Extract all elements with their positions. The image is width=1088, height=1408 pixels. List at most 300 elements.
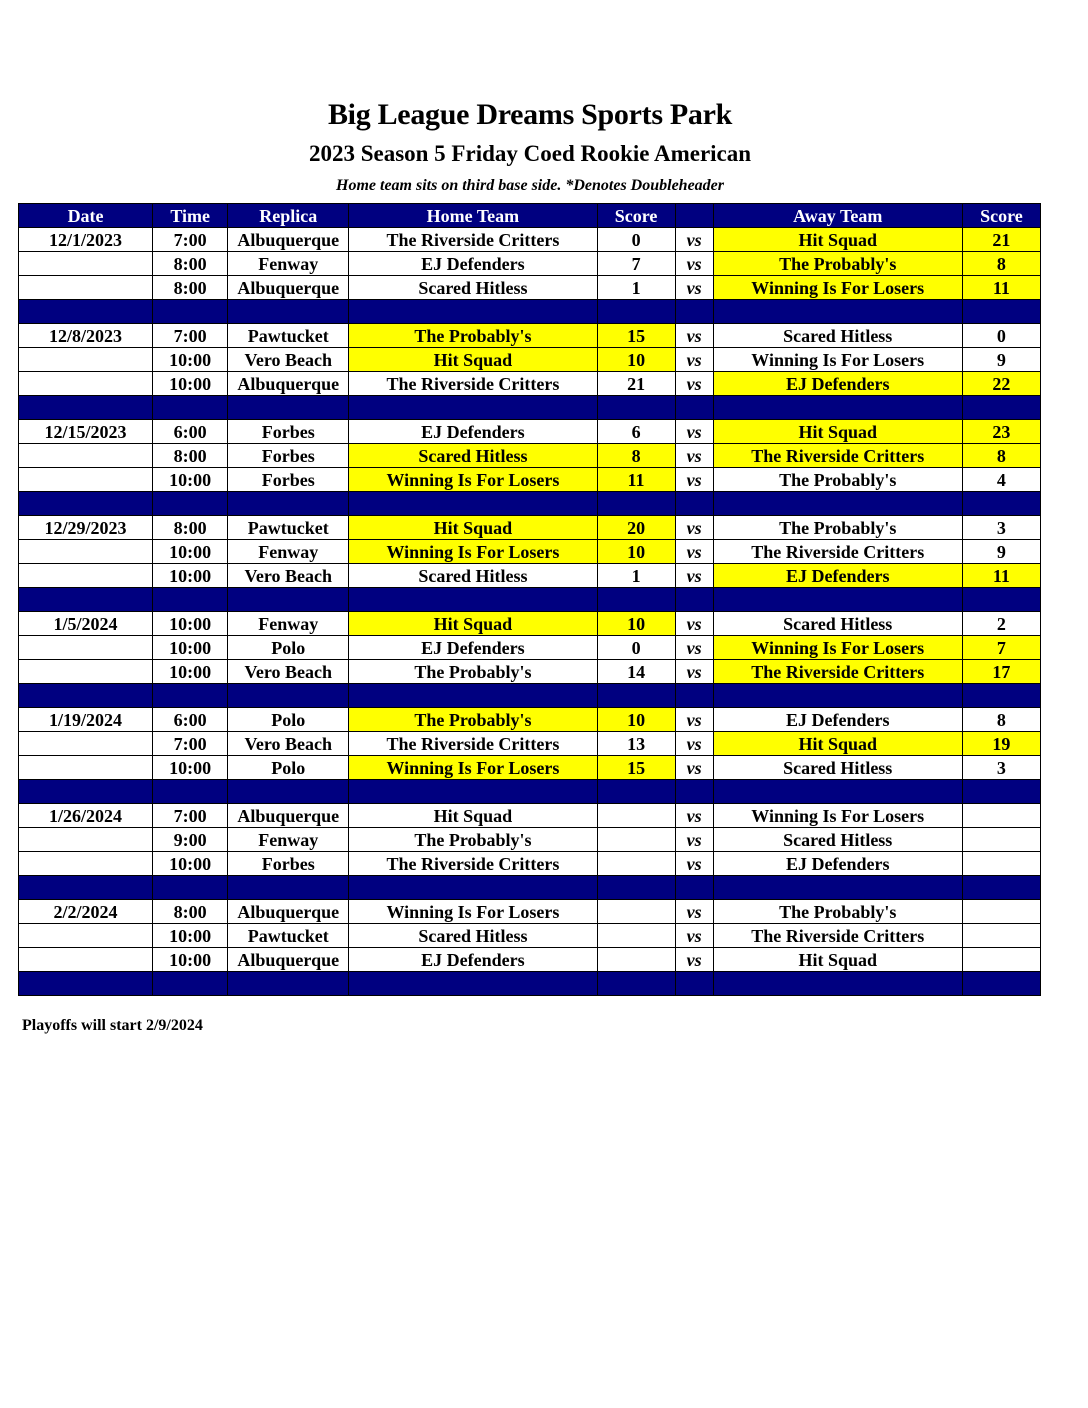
separator-cell: [713, 684, 962, 708]
vs-cell: vs: [675, 516, 713, 540]
table-row: [19, 540, 1041, 564]
separator-cell: [19, 684, 153, 708]
replica-cell: Forbes: [228, 468, 349, 492]
vs-cell: vs: [675, 948, 713, 972]
vs-cell: vs: [675, 852, 713, 876]
table-row: [19, 348, 1041, 372]
separator-cell: [349, 972, 597, 996]
separator-cell: [713, 780, 962, 804]
date-cell: [19, 636, 153, 660]
date-cell: 12/15/2023: [19, 420, 153, 444]
home-score-cell: 21: [597, 372, 675, 396]
table-row: [19, 852, 1041, 876]
table-row: [19, 708, 1041, 732]
vs-cell: vs: [675, 276, 713, 300]
week-separator-row: [19, 396, 1041, 420]
home-team-cell: The Probably's: [349, 828, 597, 852]
away-team-cell: Hit Squad: [713, 228, 962, 252]
home-team-cell: Winning Is For Losers: [349, 900, 597, 924]
time-cell: 8:00: [153, 900, 228, 924]
away-team-cell: Scared Hitless: [713, 612, 962, 636]
home-team-cell: The Probably's: [349, 708, 597, 732]
replica-cell: Albuquerque: [228, 276, 349, 300]
date-cell: [19, 660, 153, 684]
col-home-score-header: Score: [597, 204, 675, 228]
time-cell: 6:00: [153, 708, 228, 732]
replica-cell: Vero Beach: [228, 348, 349, 372]
replica-cell: Fenway: [228, 252, 349, 276]
replica-cell: Pawtucket: [228, 924, 349, 948]
away-score-cell: 17: [962, 660, 1040, 684]
separator-cell: [675, 300, 713, 324]
vs-cell: vs: [675, 756, 713, 780]
week-separator-row: [19, 876, 1041, 900]
date-cell: 12/29/2023: [19, 516, 153, 540]
time-cell: 10:00: [153, 348, 228, 372]
replica-cell: Vero Beach: [228, 732, 349, 756]
table-row: [19, 516, 1041, 540]
home-score-cell: 15: [597, 756, 675, 780]
away-team-cell: Hit Squad: [713, 732, 962, 756]
time-cell: 10:00: [153, 924, 228, 948]
replica-cell: Albuquerque: [228, 804, 349, 828]
separator-cell: [597, 300, 675, 324]
vs-cell: vs: [675, 372, 713, 396]
separator-cell: [228, 972, 349, 996]
table-row: [19, 612, 1041, 636]
time-cell: 10:00: [153, 948, 228, 972]
week-separator-row: [19, 972, 1041, 996]
away-team-cell: The Riverside Critters: [713, 444, 962, 468]
date-cell: [19, 924, 153, 948]
away-team-cell: Winning Is For Losers: [713, 804, 962, 828]
separator-cell: [349, 396, 597, 420]
header-row: [19, 204, 1041, 228]
separator-cell: [597, 876, 675, 900]
table-row: [19, 660, 1041, 684]
separator-cell: [597, 972, 675, 996]
separator-cell: [962, 396, 1040, 420]
separator-cell: [597, 588, 675, 612]
date-cell: 2/2/2024: [19, 900, 153, 924]
away-score-cell: 22: [962, 372, 1040, 396]
home-team-cell: Winning Is For Losers: [349, 756, 597, 780]
away-team-cell: Hit Squad: [713, 948, 962, 972]
vs-cell: vs: [675, 900, 713, 924]
away-score-cell: 8: [962, 708, 1040, 732]
replica-cell: Pawtucket: [228, 324, 349, 348]
home-score-cell: 6: [597, 420, 675, 444]
separator-cell: [349, 684, 597, 708]
separator-cell: [962, 972, 1040, 996]
away-score-cell: 23: [962, 420, 1040, 444]
home-score-cell: 1: [597, 276, 675, 300]
separator-cell: [962, 876, 1040, 900]
separator-cell: [962, 588, 1040, 612]
vs-cell: vs: [675, 324, 713, 348]
time-cell: 7:00: [153, 228, 228, 252]
separator-cell: [19, 780, 153, 804]
time-cell: 10:00: [153, 564, 228, 588]
table-row: [19, 804, 1041, 828]
replica-cell: Polo: [228, 756, 349, 780]
vs-cell: vs: [675, 636, 713, 660]
table-row: [19, 924, 1041, 948]
home-score-cell: [597, 948, 675, 972]
home-team-cell: EJ Defenders: [349, 636, 597, 660]
vs-cell: vs: [675, 348, 713, 372]
time-cell: 7:00: [153, 804, 228, 828]
away-team-cell: EJ Defenders: [713, 372, 962, 396]
away-team-cell: The Probably's: [713, 468, 962, 492]
away-score-cell: 8: [962, 444, 1040, 468]
home-score-cell: [597, 924, 675, 948]
separator-cell: [675, 780, 713, 804]
home-score-cell: [597, 804, 675, 828]
date-cell: 1/19/2024: [19, 708, 153, 732]
home-score-cell: 15: [597, 324, 675, 348]
away-score-cell: 11: [962, 564, 1040, 588]
home-team-cell: Winning Is For Losers: [349, 540, 597, 564]
table-row: [19, 636, 1041, 660]
replica-cell: Fenway: [228, 540, 349, 564]
date-cell: 1/5/2024: [19, 612, 153, 636]
home-team-cell: Hit Squad: [349, 516, 597, 540]
date-cell: [19, 468, 153, 492]
home-team-cell: Hit Squad: [349, 348, 597, 372]
replica-cell: Fenway: [228, 612, 349, 636]
home-score-cell: 13: [597, 732, 675, 756]
separator-cell: [228, 396, 349, 420]
col-replica-header: Replica: [228, 204, 349, 228]
separator-cell: [713, 492, 962, 516]
home-score-cell: [597, 852, 675, 876]
home-score-cell: 20: [597, 516, 675, 540]
table-row: [19, 756, 1041, 780]
separator-cell: [349, 780, 597, 804]
separator-cell: [962, 780, 1040, 804]
separator-cell: [228, 588, 349, 612]
week-separator-row: [19, 492, 1041, 516]
separator-cell: [228, 780, 349, 804]
page-subtitle: 2023 Season 5 Friday Coed Rookie American: [308, 141, 752, 166]
separator-cell: [713, 972, 962, 996]
date-cell: [19, 948, 153, 972]
page-note: Home team sits on third base side. *Denotes Doubleheader: [336, 177, 724, 194]
table-row: [19, 900, 1041, 924]
separator-cell: [228, 876, 349, 900]
separator-cell: [962, 300, 1040, 324]
home-team-cell: The Riverside Critters: [349, 372, 597, 396]
home-score-cell: 11: [597, 468, 675, 492]
home-team-cell: Scared Hitless: [349, 564, 597, 588]
home-score-cell: [597, 900, 675, 924]
away-score-cell: [962, 948, 1040, 972]
separator-cell: [153, 780, 228, 804]
replica-cell: Fenway: [228, 828, 349, 852]
vs-cell: vs: [675, 564, 713, 588]
table-row: [19, 948, 1041, 972]
separator-cell: [597, 396, 675, 420]
away-score-cell: [962, 852, 1040, 876]
away-team-cell: Winning Is For Losers: [713, 276, 962, 300]
away-score-cell: [962, 900, 1040, 924]
away-team-cell: Winning Is For Losers: [713, 636, 962, 660]
vs-cell: vs: [675, 732, 713, 756]
home-team-cell: Scared Hitless: [349, 924, 597, 948]
away-score-cell: [962, 804, 1040, 828]
separator-cell: [713, 876, 962, 900]
time-cell: 10:00: [153, 468, 228, 492]
separator-cell: [675, 396, 713, 420]
separator-cell: [597, 492, 675, 516]
away-score-cell: 7: [962, 636, 1040, 660]
replica-cell: Forbes: [228, 420, 349, 444]
home-team-cell: Scared Hitless: [349, 444, 597, 468]
away-team-cell: Hit Squad: [713, 420, 962, 444]
time-cell: 10:00: [153, 372, 228, 396]
week-separator-row: [19, 588, 1041, 612]
col-date-header: Date: [19, 204, 153, 228]
time-cell: 6:00: [153, 420, 228, 444]
vs-cell: vs: [675, 708, 713, 732]
date-cell: [19, 564, 153, 588]
away-team-cell: Scared Hitless: [713, 324, 962, 348]
separator-cell: [228, 300, 349, 324]
separator-cell: [19, 396, 153, 420]
vs-cell: vs: [675, 828, 713, 852]
home-team-cell: Scared Hitless: [349, 276, 597, 300]
separator-cell: [19, 492, 153, 516]
time-cell: 10:00: [153, 636, 228, 660]
vs-cell: vs: [675, 228, 713, 252]
away-team-cell: The Probably's: [713, 516, 962, 540]
replica-cell: Pawtucket: [228, 516, 349, 540]
separator-cell: [228, 492, 349, 516]
date-cell: 1/26/2024: [19, 804, 153, 828]
vs-cell: vs: [675, 252, 713, 276]
table-row: [19, 228, 1041, 252]
home-team-cell: Winning Is For Losers: [349, 468, 597, 492]
table-row: [19, 468, 1041, 492]
vs-cell: vs: [675, 660, 713, 684]
page-title: Big League Dreams Sports Park: [327, 98, 733, 131]
away-score-cell: 19: [962, 732, 1040, 756]
separator-cell: [19, 972, 153, 996]
home-score-cell: 10: [597, 708, 675, 732]
vs-cell: vs: [675, 924, 713, 948]
date-cell: [19, 444, 153, 468]
away-score-cell: 0: [962, 324, 1040, 348]
date-cell: [19, 348, 153, 372]
home-team-cell: EJ Defenders: [349, 948, 597, 972]
col-vs-header: [675, 204, 713, 228]
home-score-cell: 14: [597, 660, 675, 684]
away-team-cell: The Probably's: [713, 252, 962, 276]
away-score-cell: 3: [962, 516, 1040, 540]
separator-cell: [19, 588, 153, 612]
replica-cell: Forbes: [228, 852, 349, 876]
home-team-cell: Hit Squad: [349, 612, 597, 636]
home-team-cell: The Probably's: [349, 660, 597, 684]
date-cell: 12/1/2023: [19, 228, 153, 252]
home-score-cell: 0: [597, 636, 675, 660]
col-time-header: Time: [153, 204, 228, 228]
table-row: [19, 828, 1041, 852]
vs-cell: vs: [675, 468, 713, 492]
separator-cell: [349, 876, 597, 900]
week-separator-row: [19, 684, 1041, 708]
separator-cell: [713, 588, 962, 612]
separator-cell: [153, 876, 228, 900]
vs-cell: vs: [675, 444, 713, 468]
table-row: [19, 324, 1041, 348]
separator-cell: [349, 300, 597, 324]
separator-cell: [675, 588, 713, 612]
replica-cell: Vero Beach: [228, 564, 349, 588]
replica-cell: Albuquerque: [228, 948, 349, 972]
home-score-cell: 8: [597, 444, 675, 468]
separator-cell: [962, 492, 1040, 516]
date-cell: [19, 756, 153, 780]
table-row: [19, 252, 1041, 276]
home-team-cell: The Riverside Critters: [349, 852, 597, 876]
separator-cell: [228, 684, 349, 708]
home-team-cell: The Riverside Critters: [349, 732, 597, 756]
separator-cell: [962, 684, 1040, 708]
playoffs-note: Playoffs will start 2/9/2024: [22, 1017, 203, 1034]
home-score-cell: 1: [597, 564, 675, 588]
time-cell: 8:00: [153, 516, 228, 540]
home-score-cell: 10: [597, 540, 675, 564]
replica-cell: Forbes: [228, 444, 349, 468]
date-cell: [19, 252, 153, 276]
time-cell: 10:00: [153, 540, 228, 564]
vs-cell: vs: [675, 804, 713, 828]
week-separator-row: [19, 780, 1041, 804]
home-team-cell: EJ Defenders: [349, 252, 597, 276]
away-team-cell: The Probably's: [713, 900, 962, 924]
table-row: [19, 420, 1041, 444]
time-cell: 7:00: [153, 324, 228, 348]
away-team-cell: The Riverside Critters: [713, 540, 962, 564]
col-home-team-header: Home Team: [349, 204, 597, 228]
table-row: [19, 276, 1041, 300]
separator-cell: [349, 588, 597, 612]
replica-cell: Albuquerque: [228, 372, 349, 396]
away-team-cell: Scared Hitless: [713, 828, 962, 852]
separator-cell: [597, 780, 675, 804]
away-team-cell: Winning Is For Losers: [713, 348, 962, 372]
away-score-cell: 9: [962, 540, 1040, 564]
table-row: [19, 372, 1041, 396]
away-team-cell: EJ Defenders: [713, 852, 962, 876]
time-cell: 10:00: [153, 756, 228, 780]
table-row: [19, 732, 1041, 756]
time-cell: 8:00: [153, 276, 228, 300]
date-cell: [19, 276, 153, 300]
separator-cell: [597, 684, 675, 708]
separator-cell: [675, 972, 713, 996]
date-cell: [19, 828, 153, 852]
separator-cell: [153, 588, 228, 612]
home-score-cell: 7: [597, 252, 675, 276]
time-cell: 8:00: [153, 252, 228, 276]
separator-cell: [19, 300, 153, 324]
separator-cell: [153, 492, 228, 516]
vs-cell: vs: [675, 540, 713, 564]
replica-cell: Albuquerque: [228, 228, 349, 252]
separator-cell: [19, 876, 153, 900]
home-score-cell: 10: [597, 348, 675, 372]
time-cell: 9:00: [153, 828, 228, 852]
away-score-cell: 9: [962, 348, 1040, 372]
home-team-cell: The Riverside Critters: [349, 228, 597, 252]
replica-cell: Vero Beach: [228, 660, 349, 684]
week-separator-row: [19, 300, 1041, 324]
date-cell: [19, 852, 153, 876]
separator-cell: [153, 972, 228, 996]
away-team-cell: EJ Defenders: [713, 564, 962, 588]
separator-cell: [153, 684, 228, 708]
replica-cell: Polo: [228, 708, 349, 732]
away-score-cell: [962, 924, 1040, 948]
time-cell: 8:00: [153, 444, 228, 468]
col-away-team-header: Away Team: [713, 204, 962, 228]
away-score-cell: 21: [962, 228, 1040, 252]
time-cell: 10:00: [153, 660, 228, 684]
vs-cell: vs: [675, 420, 713, 444]
separator-cell: [713, 300, 962, 324]
date-cell: 12/8/2023: [19, 324, 153, 348]
table-row: [19, 444, 1041, 468]
replica-cell: Albuquerque: [228, 900, 349, 924]
separator-cell: [713, 396, 962, 420]
time-cell: 10:00: [153, 612, 228, 636]
home-score-cell: [597, 828, 675, 852]
separator-cell: [675, 684, 713, 708]
separator-cell: [349, 492, 597, 516]
away-score-cell: [962, 828, 1040, 852]
away-score-cell: 11: [962, 276, 1040, 300]
away-score-cell: 3: [962, 756, 1040, 780]
separator-cell: [153, 300, 228, 324]
date-cell: [19, 732, 153, 756]
schedule-table: [18, 203, 1041, 996]
separator-cell: [675, 876, 713, 900]
separator-cell: [675, 492, 713, 516]
date-cell: [19, 372, 153, 396]
replica-cell: Polo: [228, 636, 349, 660]
col-away-score-header: Score: [962, 204, 1040, 228]
away-team-cell: Scared Hitless: [713, 756, 962, 780]
home-team-cell: The Probably's: [349, 324, 597, 348]
date-cell: [19, 540, 153, 564]
away-team-cell: EJ Defenders: [713, 708, 962, 732]
home-team-cell: Hit Squad: [349, 804, 597, 828]
away-score-cell: 8: [962, 252, 1040, 276]
home-score-cell: 0: [597, 228, 675, 252]
vs-cell: vs: [675, 612, 713, 636]
table-row: [19, 564, 1041, 588]
time-cell: 10:00: [153, 852, 228, 876]
away-team-cell: The Riverside Critters: [713, 924, 962, 948]
away-score-cell: 4: [962, 468, 1040, 492]
home-team-cell: EJ Defenders: [349, 420, 597, 444]
home-score-cell: 10: [597, 612, 675, 636]
separator-cell: [153, 396, 228, 420]
time-cell: 7:00: [153, 732, 228, 756]
